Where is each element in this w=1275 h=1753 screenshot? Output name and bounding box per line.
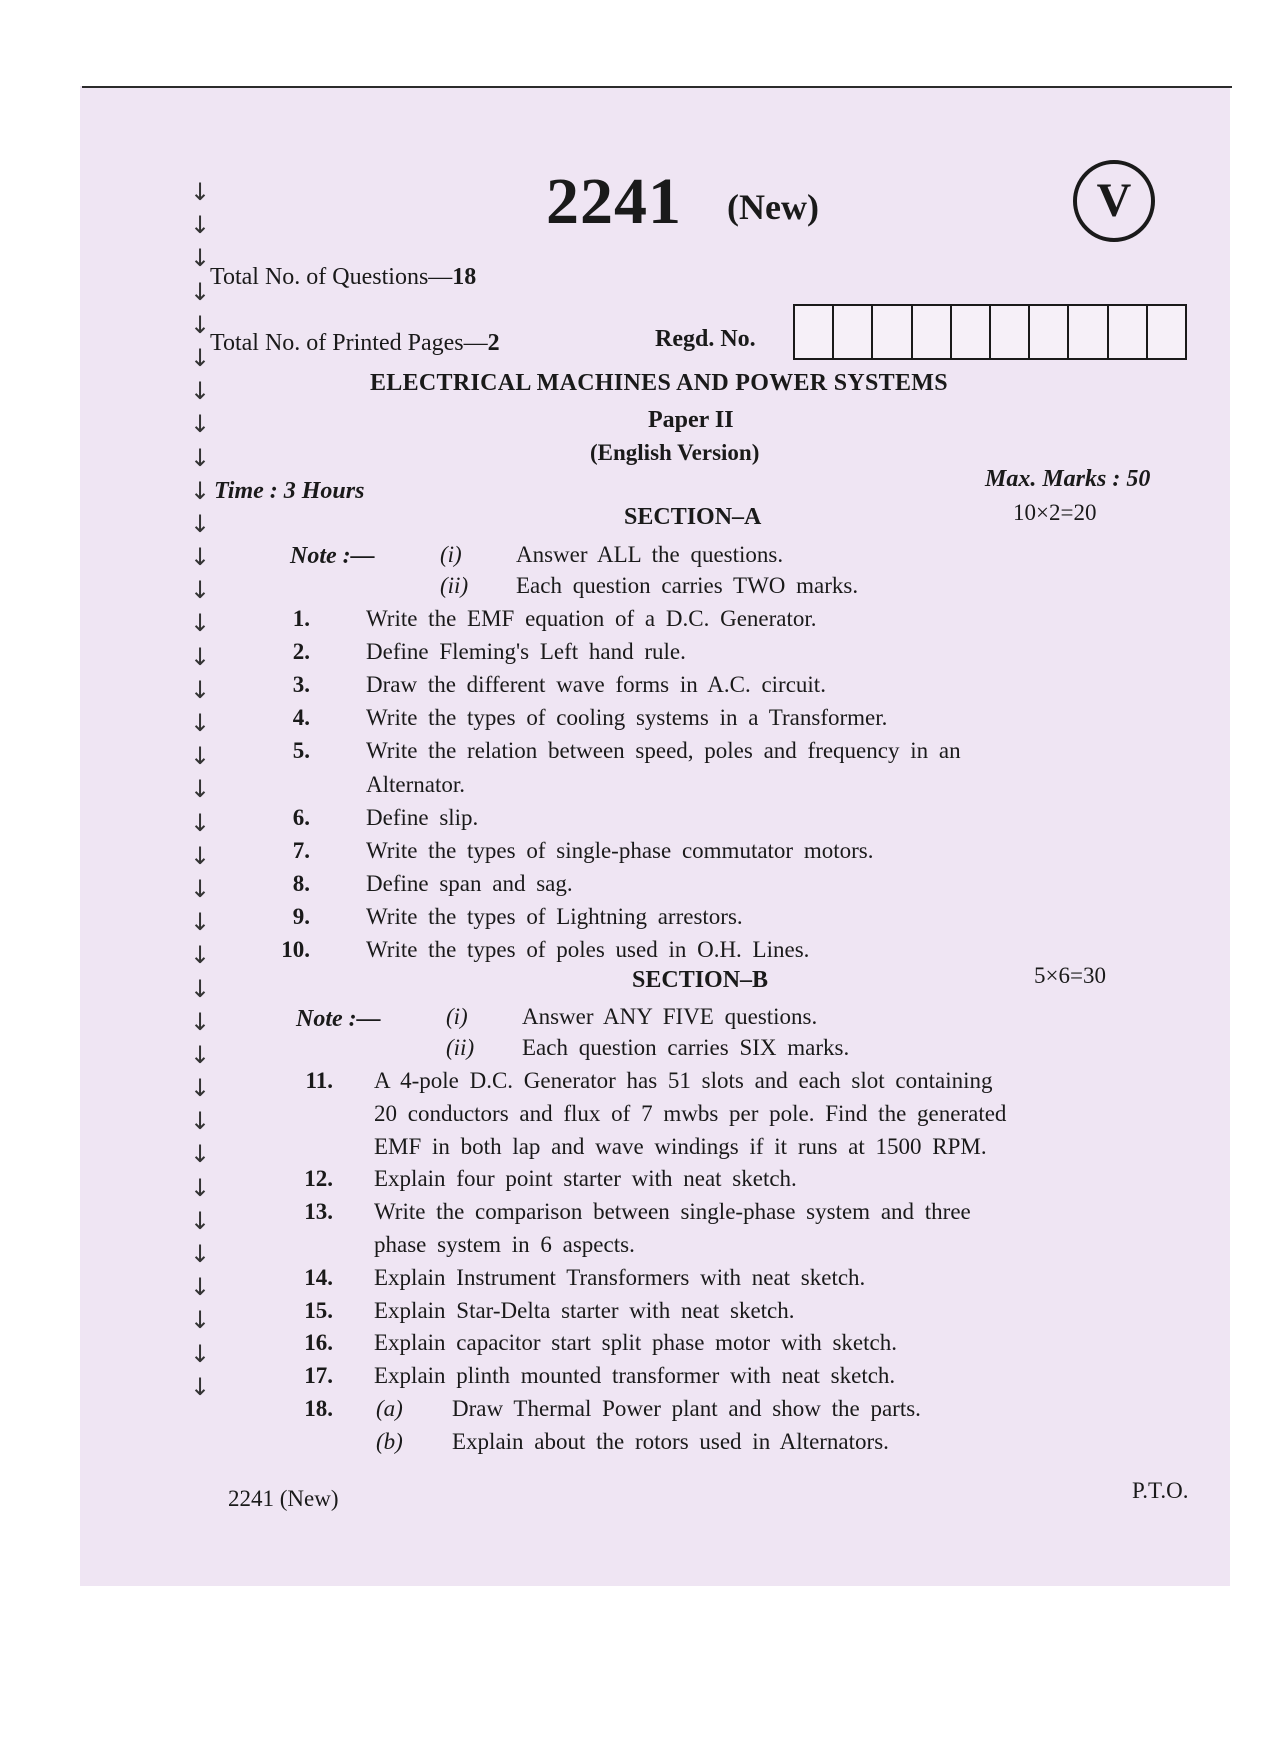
margin-arrow-icon: ↓: [190, 476, 211, 505]
margin-arrow-icon: ↓: [190, 1173, 211, 1202]
note-number: (i): [446, 1004, 468, 1029]
question-text: Explain Instrument Transformers with neat sketch.: [374, 1264, 866, 1290]
time-allowed: Time : 3 Hours: [214, 478, 365, 504]
margin-arrow-icon: ↓: [190, 576, 211, 605]
sub-question-text: Draw Thermal Power plant and show the parts.: [452, 1396, 921, 1421]
paper-code-suffix: (New): [727, 187, 819, 227]
section-b-marks: 5×6=30: [1034, 963, 1106, 988]
margin-arrow-icon: ↓: [190, 343, 211, 372]
question-text: Write the EMF equation of a D.C. Generator.: [366, 606, 817, 631]
note-number: (ii): [446, 1035, 475, 1060]
regd-digit-box[interactable]: [1030, 306, 1069, 358]
question-text: Explain four point starter with neat sketch.: [374, 1166, 797, 1192]
sub-question-label: (a): [376, 1396, 403, 1421]
question-number: 1.: [292, 606, 310, 631]
note-number: (i): [440, 542, 462, 567]
margin-arrow-icon: ↓: [190, 775, 211, 804]
regd-digit-box[interactable]: [991, 306, 1030, 358]
question-text: A 4-pole D.C. Generator has 51 slots and each slot containing: [374, 1068, 993, 1093]
regd-digit-box[interactable]: [795, 306, 834, 358]
total-questions: [210, 264, 476, 291]
total-pages-text: Total No. of Printed Pages—2: [210, 330, 500, 356]
regd-digit-box[interactable]: [1148, 306, 1185, 358]
paper-title: ELECTRICAL MACHINES AND POWER SYSTEMS: [370, 370, 948, 396]
question-text: Write the types of single-phase commutator motors.: [366, 837, 874, 863]
margin-arrow-icon: ↓: [190, 178, 211, 206]
margin-arrows: [190, 176, 214, 1404]
question-number: 11.: [305, 1068, 333, 1093]
section-a-note-label: Note :—: [290, 543, 375, 569]
question-text: Write the types of poles used in O.H. Lines.: [366, 937, 810, 962]
margin-arrow-icon: ↓: [190, 1206, 211, 1235]
question-number: 10.: [281, 937, 310, 962]
margin-arrow-icon: ↓: [190, 1107, 211, 1136]
question-number: 15.: [304, 1297, 333, 1323]
question-number: 9.: [292, 903, 310, 929]
question-number: 12.: [304, 1166, 333, 1192]
margin-arrow-icon: ↓: [190, 244, 211, 273]
margin-arrow-icon: ↓: [190, 310, 211, 339]
question-text: Explain Star-Delta starter with neat sketch.: [374, 1297, 795, 1323]
footer-code: 2241 (New): [228, 1486, 339, 1511]
question-text: Write the types of Lightning arrestors.: [366, 903, 743, 929]
question-text: Write the relation between speed, poles and frequency in an: [366, 738, 961, 764]
question-text: Define span and sag.: [366, 870, 573, 896]
max-marks: Max. Marks : 50: [985, 466, 1151, 492]
question-number: 8.: [292, 870, 310, 896]
regd-digit-box[interactable]: [1109, 306, 1148, 358]
note-text: Answer ALL the questions.: [516, 542, 784, 567]
paper-number: Paper II: [648, 407, 734, 433]
margin-arrow-icon: ↓: [190, 410, 211, 439]
margin-arrow-icon: ↓: [190, 277, 211, 306]
question-text: EMF in both lap and wave windings if it runs at 1500 RPM.: [374, 1133, 987, 1159]
section-a-marks: 10×2=20: [1013, 500, 1097, 525]
margin-arrow-icon: ↓: [190, 1339, 211, 1368]
margin-arrow-icon: ↓: [190, 1273, 211, 1302]
margin-arrow-icon: ↓: [190, 609, 211, 638]
question-number: 13.: [304, 1199, 333, 1225]
regd-digit-box[interactable]: [952, 306, 991, 358]
question-number: 6.: [292, 804, 310, 830]
question-text: phase system in 6 aspects.: [374, 1232, 635, 1257]
margin-arrow-icon: ↓: [190, 1074, 211, 1103]
regd-digit-box[interactable]: [1069, 306, 1108, 358]
question-number: 17.: [304, 1363, 333, 1389]
question-number: 3.: [292, 672, 310, 698]
question-text: Explain capacitor start split phase motor with sketch.: [374, 1330, 897, 1356]
question-text: 20 conductors and flux of 7 mwbs per pole. Find the generated: [374, 1100, 1007, 1126]
question-text: Alternator.: [366, 771, 465, 797]
regd-digit-box[interactable]: [873, 306, 912, 358]
section-b-note-label: Note :—: [296, 1006, 381, 1032]
paper-code: 2241: [546, 165, 682, 238]
margin-arrow-icon: ↓: [190, 1040, 211, 1069]
margin-arrow-icon: ↓: [190, 543, 211, 572]
margin-arrow-icon: ↓: [190, 808, 211, 837]
margin-arrow-icon: ↓: [190, 974, 211, 1003]
margin-arrow-icon: ↓: [190, 675, 211, 704]
total-pages: [210, 330, 500, 357]
question-number: 7.: [292, 837, 310, 863]
regd-digit-box[interactable]: [834, 306, 873, 358]
margin-arrow-icon: ↓: [190, 742, 211, 771]
note-text: Each question carries TWO marks.: [516, 573, 859, 598]
section-b-title: SECTION–B: [632, 967, 769, 993]
question-text: Explain plinth mounted transformer with neat sketch.: [374, 1363, 896, 1389]
margin-arrow-icon: ↓: [190, 874, 211, 903]
margin-arrow-icon: ↓: [190, 642, 211, 671]
margin-arrow-icon: ↓: [190, 1007, 211, 1036]
total-questions-text: Total No. of Questions—18: [210, 264, 477, 290]
note-text: Answer ANY FIVE questions.: [522, 1004, 818, 1029]
count-value: 2: [487, 330, 500, 356]
sub-question-text: Explain about the rotors used in Alternators.: [452, 1428, 889, 1454]
question-text: Write the types of cooling systems in a Transformer.: [366, 705, 888, 731]
question-text: Draw the different wave forms in A.C. circuit.: [366, 672, 826, 698]
regd-label: Regd. No.: [655, 326, 756, 352]
margin-arrow-icon: ↓: [190, 1306, 211, 1335]
question-text: Define Fleming's Left hand rule.: [366, 639, 686, 665]
pto-label: P.T.O.: [1132, 1478, 1189, 1503]
note-number: (ii): [440, 573, 469, 598]
margin-arrow-icon: ↓: [190, 1140, 211, 1169]
count-value: 18: [452, 264, 477, 290]
margin-arrow-icon: ↓: [190, 908, 211, 937]
question-number: 16.: [304, 1330, 333, 1356]
question-text: Define slip.: [366, 804, 479, 830]
margin-arrow-icon: ↓: [190, 1240, 211, 1268]
margin-arrow-icon: ↓: [190, 377, 211, 406]
margin-arrow-icon: ↓: [190, 509, 211, 538]
note-text: Each question carries SIX marks.: [522, 1035, 850, 1060]
sub-question-label: (b): [376, 1428, 403, 1454]
regd-number-boxes[interactable]: [793, 304, 1187, 360]
margin-arrow-icon: ↓: [190, 709, 211, 737]
question-number: 18.: [304, 1396, 333, 1421]
question-number: 2.: [292, 639, 310, 665]
question-number: 4.: [292, 705, 310, 731]
margin-arrow-icon: ↓: [190, 1372, 211, 1401]
question-text: Write the comparison between single-phase system and three: [374, 1199, 971, 1225]
margin-arrow-icon: ↓: [190, 211, 211, 240]
margin-arrow-icon: ↓: [190, 841, 211, 870]
question-number: 5.: [292, 738, 310, 764]
section-a-title: SECTION–A: [624, 504, 762, 530]
version-badge: V: [1073, 160, 1155, 242]
question-number: 14.: [304, 1264, 333, 1290]
paper-version: (English Version): [590, 440, 760, 465]
margin-arrow-icon: ↓: [190, 443, 211, 472]
regd-digit-box[interactable]: [913, 306, 952, 358]
margin-arrow-icon: ↓: [190, 941, 211, 970]
